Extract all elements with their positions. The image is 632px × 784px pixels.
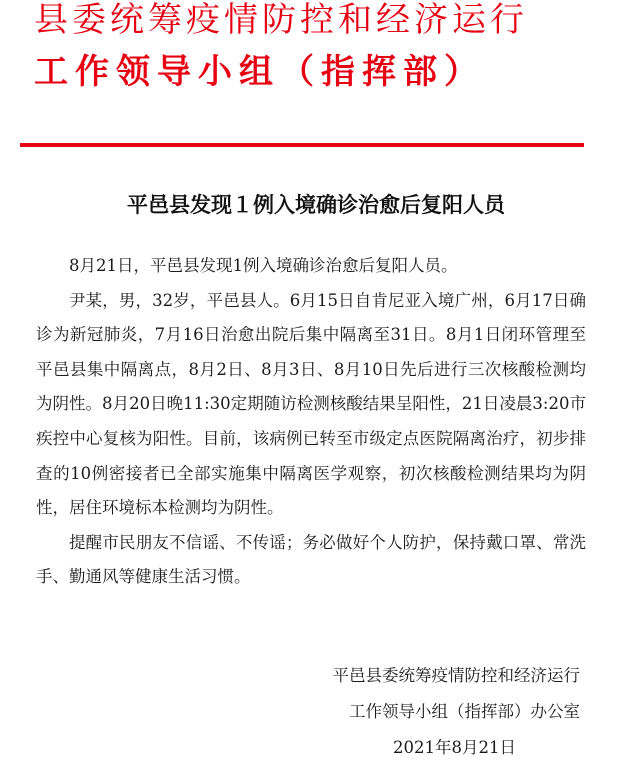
header-org-line-2: 工作领导小组（指挥部）	[34, 52, 485, 92]
document-title: 平邑县发现１例入境确诊治愈后复阳人员	[127, 193, 505, 217]
signature-org-line-1: 平邑县委统筹疫情防控和经济运行	[332, 666, 580, 685]
paragraph-reminder: 提醒市民朋友不信谣、不传谣；务必做好个人防护，保持戴口罩、常洗手、勤通风等健康生活习惯。	[36, 532, 586, 587]
document-header	[0, 0, 632, 150]
paragraph-summary: 8月21日，平邑县发现1例入境确诊治愈后复阳人员。	[69, 256, 458, 275]
signature-block	[0, 658, 580, 766]
paragraph-case-details: 尹某，男，32岁，平邑县人。6月15日自肯尼亚入境广州，6月17日确诊为新冠肺炎，7月16日治愈出院后集中隔离至31日。8月1日闭环管理至平邑县集中隔离点，8月2日、8月3日、8月10日先后进行三次核酸检测均为阴性。8月20日晚11:30定期随访检测核酸结果呈阳性，21日凌晨3:20市疾控中心复核为阳性。目前，该病例已转至市级定点医院隔离治疗，初步排查的10例密接者已全部实施集中隔离医学观察，初次核酸检测结果均为阴性，居住环境标本检测均为阴性。	[36, 290, 586, 518]
header-red-divider	[20, 143, 584, 147]
header-org-line-1: 县委统筹疫情防控和经济运行	[34, 0, 528, 40]
signature-date: 2021年8月21日	[393, 738, 516, 757]
signature-org-line-2: 工作领导小组（指挥部）办公室	[349, 702, 580, 721]
document-body	[36, 249, 586, 595]
